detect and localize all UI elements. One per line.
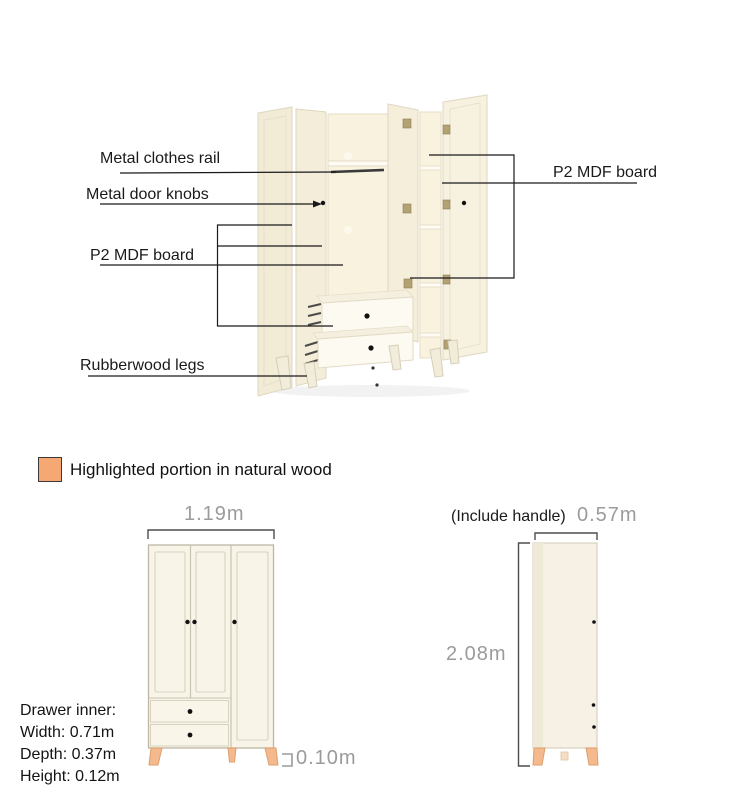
- drawer-inner-depth: Depth: 0.37m: [20, 746, 117, 763]
- side-height-value: 2.08m: [446, 643, 507, 665]
- left-door-open: [258, 107, 292, 396]
- leg-height-bracket: [282, 754, 292, 766]
- legend: [38, 457, 332, 482]
- screw-dot-2: [375, 383, 378, 386]
- right-door-knob: [462, 201, 466, 205]
- label-p2-mdf-right: P2 MDF board: [553, 164, 658, 181]
- side-depth-bracket: [535, 533, 597, 540]
- front-width-value: 1.19m: [184, 503, 245, 525]
- vent-dot-mid: [344, 226, 352, 234]
- drawer1-knob: [364, 313, 369, 318]
- side-view: [519, 533, 599, 766]
- drawer-inner-width: Width: 0.71m: [20, 724, 115, 741]
- drawer2-knob: [368, 345, 373, 350]
- front-legs-natural-wood: [149, 748, 278, 765]
- label-metal-clothes-rail: Metal clothes rail: [100, 150, 221, 167]
- screw-dot-1: [371, 366, 374, 369]
- side-height-line: [519, 543, 531, 766]
- floor-shadow: [270, 385, 470, 397]
- side-note-include-handle: (Include handle): [451, 508, 566, 525]
- side-leg-middle: [561, 752, 568, 760]
- leg-height-value: 0.10m: [296, 747, 357, 769]
- legend-label: Highlighted portion in natural wood: [70, 459, 332, 479]
- side-depth-value: 0.57m: [577, 504, 638, 526]
- left-door-knob: [321, 201, 325, 205]
- label-metal-door-knobs: Metal door knobs: [86, 186, 209, 203]
- shelf-compartment: [420, 112, 441, 358]
- top-shelf: [328, 161, 388, 166]
- label-rubberwood-legs: Rubberwood legs: [80, 357, 205, 374]
- natural-wood-swatch: [38, 457, 62, 482]
- drawer-inner-title: Drawer inner:: [20, 702, 117, 719]
- vent-dot-top: [344, 152, 352, 160]
- side-panel-shade: [533, 543, 543, 748]
- label-p2-mdf-left: P2 MDF board: [90, 247, 195, 264]
- front-view: [148, 530, 292, 766]
- front-width-bracket: [148, 530, 274, 539]
- drawer-inner-height: Height: 0.12m: [20, 768, 120, 785]
